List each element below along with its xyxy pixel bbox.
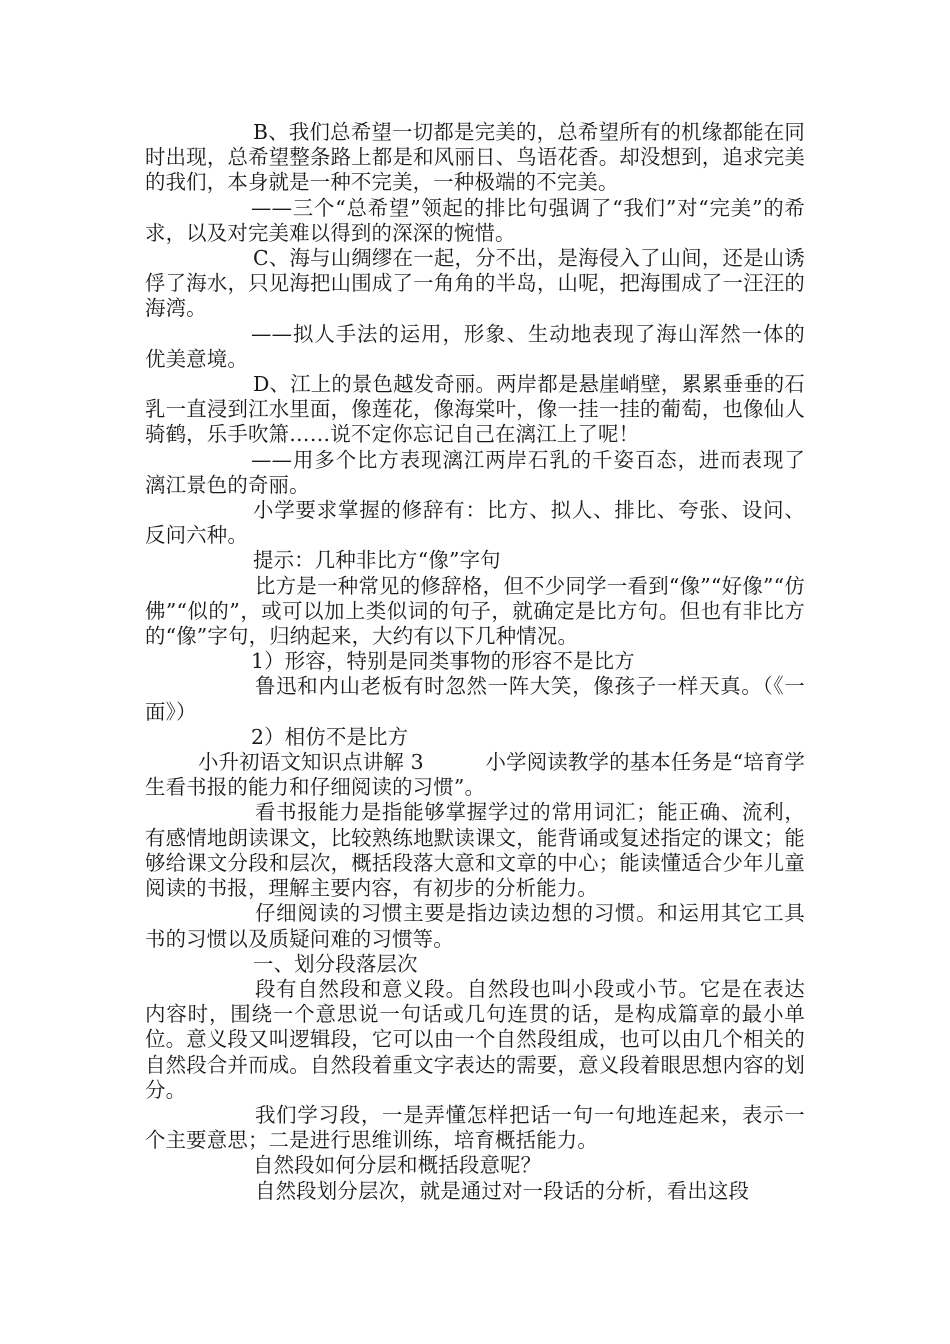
case-1-heading: 1）形容，特别是同类事物的形容不是比方 — [251, 649, 635, 674]
reading-ability-paragraph: 看书报能力是指能够掌握学过的常用词汇；能正确、流利，有感情地朗读课文，比较熟练地默读课文，能背诵或复述指定的课文；能够给课文分段和层次，概括段落大意和文章的中心；能读懂适合少年儿童阅读的书报，理解主要内容，有初步的分析能力。 — [145, 800, 805, 901]
reading-habit-paragraph: 仔细阅读的习惯主要是指边读边想的习惯。和运用其它工具书的习惯以及质疑问难的习惯等。 — [145, 901, 805, 951]
section-heading: 一、划分段落层次 — [253, 951, 418, 976]
case-1-example: 鲁迅和内山老板有时忽然一阵大笑，像孩子一样天真。（《一面》） — [145, 674, 805, 724]
document-page — [145, 120, 805, 1204]
learning-purpose-paragraph: 我们学习段，一是弄懂怎样把话一句一句地连起来，表示一个主要意思；二是进行思维训练，培育概括能力。 — [145, 1102, 805, 1153]
example-c-paragraph: C、海与山绸缪在一起，分不出，是海侵入了山间，还是山诱俘了海水，只见海把山围成了一角角的半岛，山呢，把海围成了一汪汪的海湾。 — [145, 246, 805, 321]
example-c-analysis: ——拟人手法的运用，形象、生动地表现了海山浑然一体的优美意境。 — [145, 321, 805, 371]
example-b-paragraph: B、我们总希望一切都是完美的，总希望所有的机缘都能在同时出现，总希望整条路上都是和风丽日、鸟语花香。却没想到，追求完美的我们，本身就是一种不完美，一种极端的不完美。 — [145, 120, 805, 195]
example-d-paragraph: D、江上的景色越发奇丽。两岸都是悬崖峭壁，累累垂垂的石乳一直浸到江水里面，像莲花，像海棠叶，像一挂一挂的葡萄，也像仙人骑鹤，乐手吹箫……说不定你忘记自己在漓江上了呢！ — [145, 372, 805, 447]
question-paragraph: 自然段如何分层和概括段意呢？ — [253, 1153, 542, 1178]
case-2-heading: 2）相仿不是比方 — [251, 724, 409, 749]
answer-paragraph: 自然段划分层次，就是通过对一段话的分析，看出这段 — [255, 1178, 750, 1203]
tip-body-paragraph: 比方是一种常见的修辞格，但不少同学一看到“像”“好像”“仿佛”“似的”，或可以加上类似词的句子，就确定是比方句。但也有非比方的“像”字句，归纳起来，大约有以下几种情况。 — [145, 573, 805, 649]
rhetoric-summary-paragraph: 小学要求掌握的修辞有：比方、拟人、排比、夸张、设问、反问六种。 — [145, 498, 805, 548]
section-3-intro-paragraph: 小升初语文知识点讲解 3 小学阅读教学的基本任务是“培育学生看书报的能力和仔细阅读的习惯”。 — [145, 750, 806, 800]
paragraph-types-paragraph: 段有自然段和意义段。自然段也叫小段或小节。它是在表达内容时，围绕一个意思说一句话或几句连贯的话，是构成篇章的最小单位。意义段又叫逻辑段，它可以由一个自然段组成，也可以由几个相关的自然段合并而成。自然段着重文字表达的需要，意义段着眼思想内容的划分。 — [145, 976, 805, 1102]
tip-heading: 提示：几种非比方“像”字句 — [253, 548, 501, 573]
example-d-analysis: ——用多个比方表现漓江两岸石乳的千姿百态，进而表现了漓江景色的奇丽。 — [145, 447, 805, 497]
example-b-analysis: ——三个“总希望”领起的排比句强调了“我们”对“完美”的希求，以及对完美难以得到的深深的惋惜。 — [145, 195, 805, 245]
